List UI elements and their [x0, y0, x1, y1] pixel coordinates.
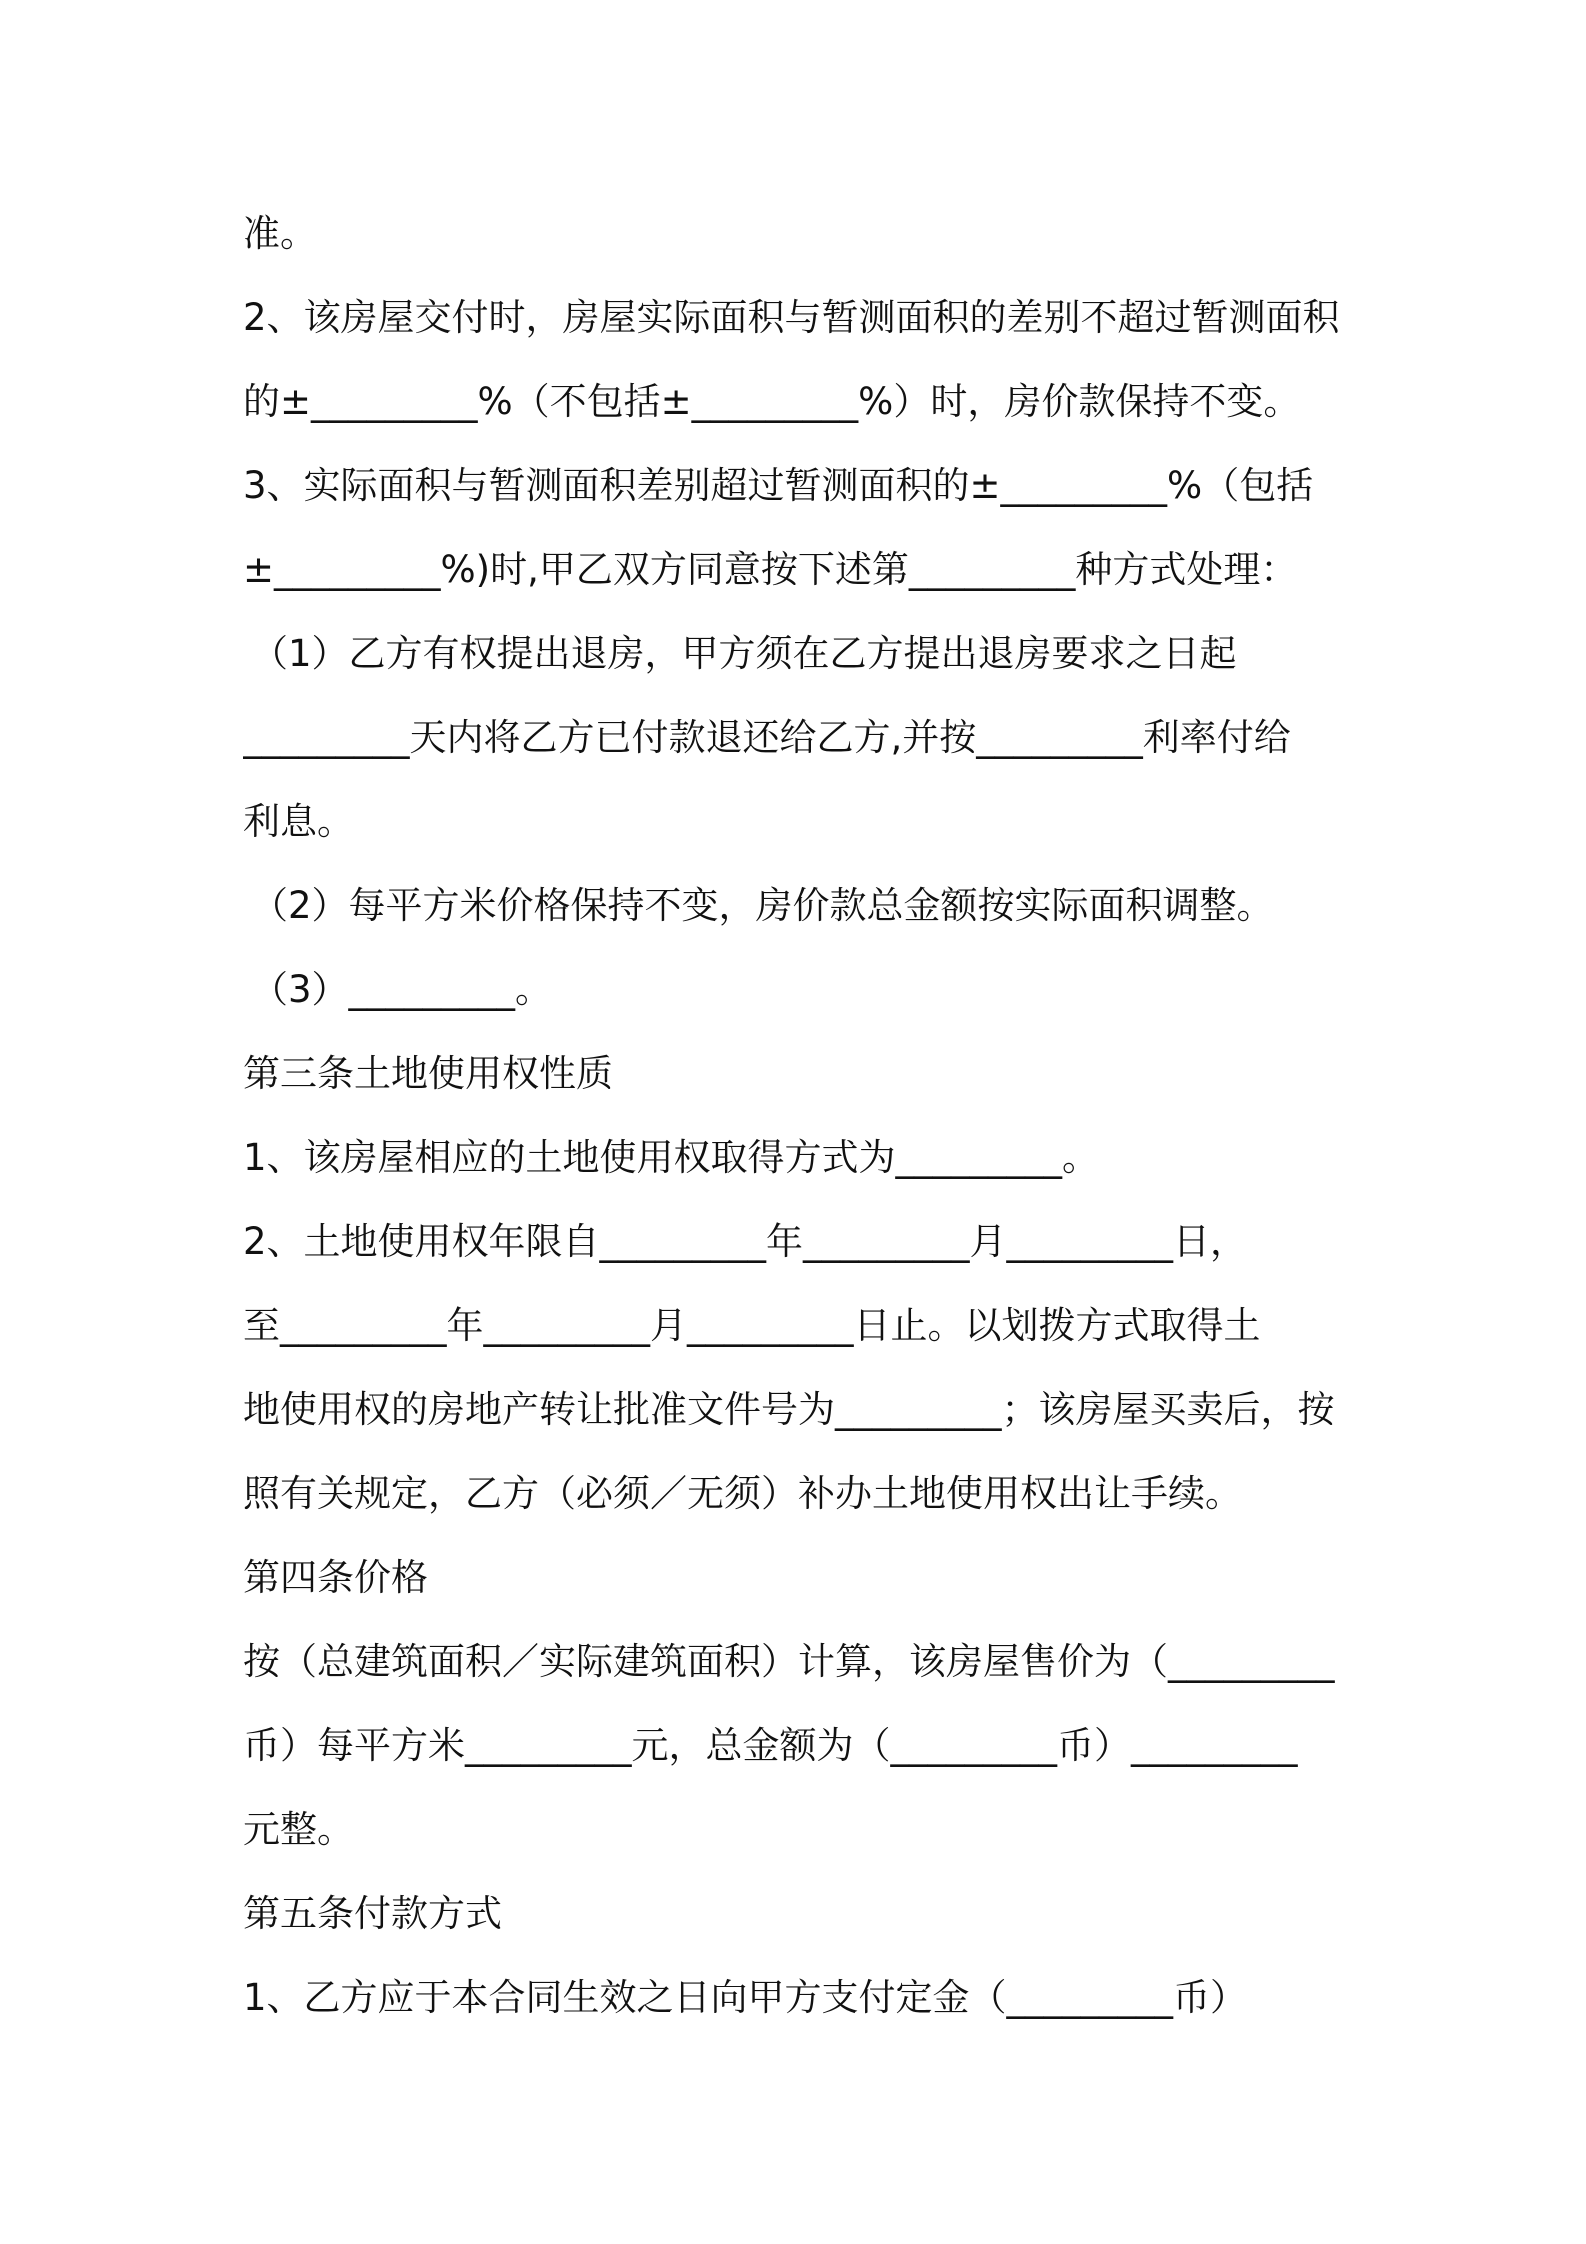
section-heading: 第三条土地使用权性质 — [243, 1052, 613, 1095]
text-line: 3、实际面积与暂测面积差别超过暂测面积的±_________%（包括 — [243, 464, 1314, 507]
text-line: 1、该房屋相应的土地使用权取得方式为_________。 — [243, 1136, 1100, 1179]
section-heading: 第四条价格 — [243, 1556, 428, 1599]
text-line: 利息。 — [243, 800, 354, 843]
contract-page — [243, 192, 1358, 2040]
text-line: 准。 — [243, 212, 317, 255]
text-line: （3）_________。 — [251, 968, 553, 1011]
text-line: 1、乙方应于本合同生效之日向甲方支付定金（_________币） — [243, 1976, 1248, 2019]
text-line: 2、土地使用权年限自_________年_________月_________日， — [243, 1220, 1248, 1263]
text-line: 币）每平方米_________元，总金额为（_________币）_________ — [243, 1724, 1298, 1767]
text-line: 照有关规定，乙方（必须／无须）补办土地使用权出让手续。 — [243, 1472, 1242, 1515]
text-line: 按（总建筑面积／实际建筑面积）计算，该房屋售价为（_________ — [243, 1640, 1335, 1683]
text-line: （2）每平方米价格保持不变，房价款总金额按实际面积调整。 — [251, 884, 1274, 927]
text-line: 元整。 — [243, 1808, 354, 1851]
text-line: ±_________%)时,甲乙双方同意按下述第_________种方式处理： — [243, 548, 1298, 591]
text-line: （1）乙方有权提出退房，甲方须在乙方提出退房要求之日起 — [251, 632, 1237, 675]
text-line: 2、该房屋交付时，房屋实际面积与暂测面积的差别不超过暂测面积 — [243, 296, 1340, 339]
text-line: _________天内将乙方已付款退还给乙方,并按_________利率付给 — [243, 716, 1291, 759]
text-line: 的±_________%（不包括±_________%）时，房价款保持不变。 — [243, 380, 1301, 423]
text-line: 地使用权的房地产转让批准文件号为_________；该房屋买卖后，按 — [243, 1388, 1335, 1431]
section-heading: 第五条付款方式 — [243, 1892, 502, 1935]
text-line: 至_________年_________月_________日止。以划拨方式取得土 — [243, 1304, 1261, 1347]
